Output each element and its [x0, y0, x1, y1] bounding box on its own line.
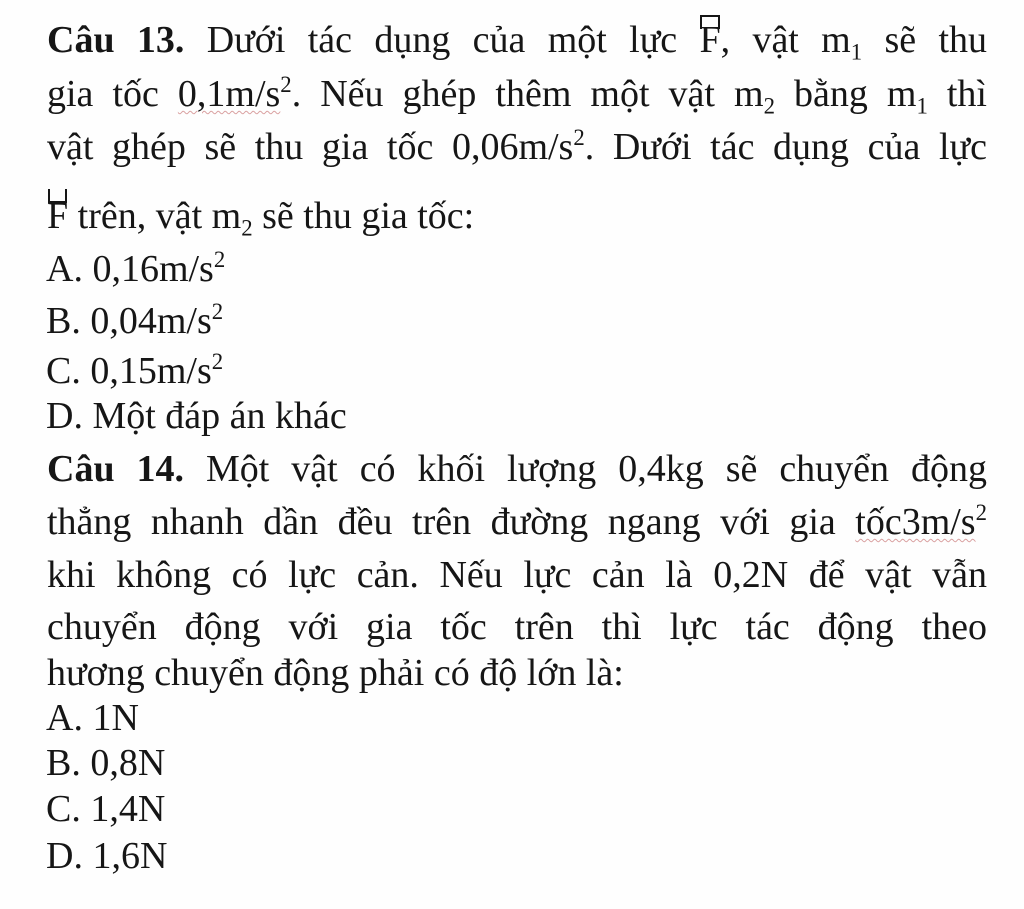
- q13-line-1: Câu 13. Dưới tác dụng của một lực F, vật $m_1$ sẽ thu: [47, 17, 987, 63]
- force-vector-symbol: F: [699, 17, 720, 63]
- vector-arrow-icon: [700, 15, 719, 29]
- q13-line-4: F trên, vật $m_2$ sẽ thu gia tốc:: [47, 193, 987, 239]
- q14-line-3: khi không có lực cản. Nếu lực cản là 0,2N để vật vẫn: [47, 554, 987, 596]
- q14-line-4: chuyển động với gia tốc trên thì lực tác động theo: [47, 606, 987, 648]
- q13-option-b: B. $0,04m/s^2$: [46, 298, 224, 342]
- q14-option-b: B. 0,8N: [46, 742, 166, 784]
- q13-option-c: C. $0,15m/s^2$: [46, 348, 224, 392]
- q13-line-3: vật ghép sẽ thu gia tốc $0,06m/s^2$. Dưới tác dụng của lực: [47, 124, 987, 168]
- q14-line-2: thẳng nhanh dần đều trên đường ngang với gia $tốc3m/s^2$: [47, 499, 987, 543]
- force-vector-symbol: F: [47, 193, 68, 239]
- q13-line-2: gia tốc $0,1m/s^2$. Nếu ghép thêm một vật $m_2$ bằng $m_1$ thì: [47, 71, 987, 119]
- q14-option-c: C. 1,4N: [46, 788, 166, 830]
- q13-label: Câu 13.: [47, 19, 185, 61]
- q14-line-5: hương chuyển động phải có độ lớn là:: [47, 652, 624, 694]
- q13-option-d: D. Một đáp án khác: [46, 395, 347, 437]
- q13-option-a: A. $0,16m/s^2$: [46, 246, 226, 290]
- q14-option-a: A. 1N: [46, 697, 139, 739]
- q14-label: Câu 14.: [47, 448, 185, 490]
- q14-option-d: D. 1,6N: [46, 835, 168, 877]
- vector-arrow-icon: [48, 189, 67, 203]
- q14-line-1: Câu 14. Một vật có khối lượng 0,4kg sẽ chuyển động: [47, 448, 988, 490]
